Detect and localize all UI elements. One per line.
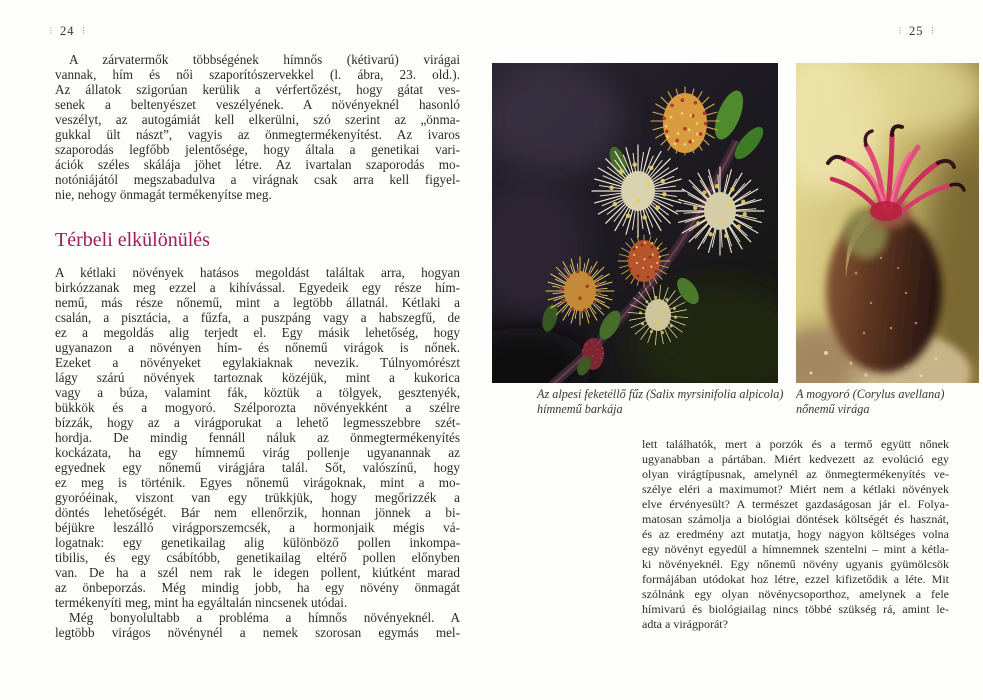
text-line: egy növényt egyedül a hímnemnek szentelni – mint a kétla- (642, 542, 949, 556)
text-line: Még bonyolultabb a probléma a hímnős növényeknél. A (69, 610, 460, 625)
section-heading: Térbeli elkülönülés (55, 229, 210, 251)
text-line: nie, nehogy önmagát termékenyítse meg. (55, 187, 272, 202)
text-line: ugyanazon a növényen hím- és nőnemű virágok is nőnek. (55, 340, 460, 355)
text-line: elve érvényesült? A természet gazdaságosan jár el. Folya- (642, 497, 949, 511)
page-number-left (47, 24, 88, 39)
page-number-right-value: 25 (909, 24, 924, 38)
text-line: hímivarú és biológiailag nincs többé szükség rá, amint le- (642, 602, 949, 616)
text-line: olyan virágtípusnak, amelynél az önmegtermékenyítés ve- (642, 467, 949, 481)
text-line: vannak, hím és női szaporítószervekkel (l. ábra, 23. old.). (55, 67, 460, 82)
text-line: veszélyt, az autogámiát kell elkerülni, szó szerint az „önma- (55, 112, 460, 127)
fleuron-ornament-icon: ⋮ (79, 25, 88, 35)
text-line: csalán, a pisztácia, a fűzfa, a puszpáng vagy a habszegfű, de (55, 310, 460, 325)
text-line: vagy a búza, valamint fák, köztük a tölgyek, gesztenyék, (55, 385, 460, 400)
text-line: szaporodás legfőbb jelentősége, hogy általa a genetikai vari- (55, 142, 460, 157)
page-number-left-value: 24 (60, 24, 75, 38)
text-line: adta a virágporát? (642, 617, 728, 631)
paragraph-hermaphrodite-start (55, 610, 460, 640)
fleuron-ornament-icon: ⋮ (896, 25, 904, 35)
text-line: tibilis, és egy csábítóbb, genetikailag eltérő pollen előnyben (55, 550, 460, 565)
text-line: A zárvatermők többségének hímnős (kétivarú) virágai (69, 52, 460, 67)
text-line: notóniájától megszabadulva a virágnak csak arra kell figyel- (55, 172, 460, 187)
fleuron-ornament-icon: ⋮ (928, 25, 937, 35)
text-line: birkózzanak meg ezzel a kihívással. Egyedeik egy része hím- (55, 280, 460, 295)
text-line: ugyanabban a pártában. Miért kedvezett az evolúció egy (642, 452, 949, 466)
willow-catkins-photo (492, 63, 778, 383)
text-line: hordja. De mindig fennáll náluk az önmegtermékenyítés (55, 430, 460, 445)
text-line: az önbeporzás. Még mindig jobb, ha egy növény önmagát (55, 580, 460, 595)
text-line: kockázata, ha egy hímnemű virág pollenje ugyanannak az (55, 445, 460, 460)
text-line: egyednek egy nőnemű virágjára talál. Sőt, valószínű, hogy (55, 460, 460, 475)
text-line: gyoróéinak, viszont van egy trükkjük, hogy megőrizzék a (55, 490, 460, 505)
text-line: logatnak: egy genetikailag alig különböző pollen inkompa- (55, 535, 460, 550)
willow-photo-caption (537, 387, 787, 417)
caption-line: nőnemű virága (796, 402, 870, 416)
text-line: gukkal ült nászt”, vagyis az önmegtermékenyítést. Az ivaros (55, 127, 460, 142)
text-line: senek a beltenyészet veszélyének. A növényeknél hasonló (55, 97, 460, 112)
fleuron-ornament-icon: ⋮ (47, 25, 55, 35)
text-line: termékenyíti meg, mint ha egyáltalán nincsenek utódai. (55, 595, 348, 610)
text-line: és az eredmény azt mutatja, hogy nagyon költséges volna (642, 527, 949, 541)
text-line: formájában utódokat hoz létre, ezzel kifizetődik a léte. Mit (642, 572, 949, 586)
text-line: szélye eléri a maximumot? Miért nem a kétlaki növények (642, 482, 949, 496)
text-line: ez meg is történik. Egyes nőnemű virágoknak, mint a mo- (55, 475, 460, 490)
paragraph-intro (55, 52, 460, 202)
text-line: szólnánk egy olyan növénycsoporthoz, amelynek a fele (642, 587, 949, 601)
text-line: bükkök és a mogyoró. Szélporozta növényekként a szélre (55, 400, 460, 415)
text-line: lett találhatók, mert a porzók és a termő együtt nőnek (642, 437, 949, 451)
text-line: ációk széles skálája jöhet létre. Az ivartalan szaporodás mo- (55, 157, 460, 172)
text-line: Az állatok szigorúan kerülik a vérfertőzést, hogy gátat ves- (55, 82, 460, 97)
text-line: nemű, más része nőnemű, mint a legtöbb állatnál. Kétlaki a (55, 295, 460, 310)
text-line: legtöbb virágos növénynél a nemek szorosan egymás mel- (55, 625, 460, 640)
text-line: van. De ha a szél nem rak le idegen pollent, kiútként marad (55, 565, 460, 580)
caption-line: hímnemű barkája (537, 402, 623, 416)
hazel-photo-caption (796, 387, 981, 417)
paragraph-dioecious (55, 265, 460, 610)
caption-line: Az alpesi feketéllő fűz (Salix myrsinifolia alpicola) (537, 387, 784, 401)
text-line: Ezeket a növényeket egylakiaknak nevezik. Túlnyomórészt (55, 355, 460, 370)
text-line: ez a megoldás alig terjedt el. Egy másik lehetőség, hogy (55, 325, 460, 340)
text-line: ki növényeknél. Egy nőnemű növény ugyanis gyümölcsök (642, 557, 949, 571)
text-line: döntés lehetőségét. Bár nem ellenőrzik, honnan jönnek a bi- (55, 505, 460, 520)
caption-line: A mogyoró (Corylus avellana) (796, 387, 945, 401)
text-line: A kétlaki növények hatásos megoldást találtak arra, hogyan (55, 265, 460, 280)
text-line: béjükre leszálló virágporszemcsék, a hormonjaik mégis vá- (55, 520, 460, 535)
text-line: lágy szárú növények tartoznak közéjük, mint a kukorica (55, 370, 460, 385)
text-line: bízzák, hogy az a virágporukat a lehető legmesszebbre szét- (55, 415, 460, 430)
paragraph-hermaphrodite-continued (642, 437, 949, 632)
text-line: matosan számolja a biológiai döntések költségét és hasznát, (642, 512, 949, 526)
hazel-flower-photo (796, 63, 979, 383)
page-number-right (896, 24, 937, 39)
